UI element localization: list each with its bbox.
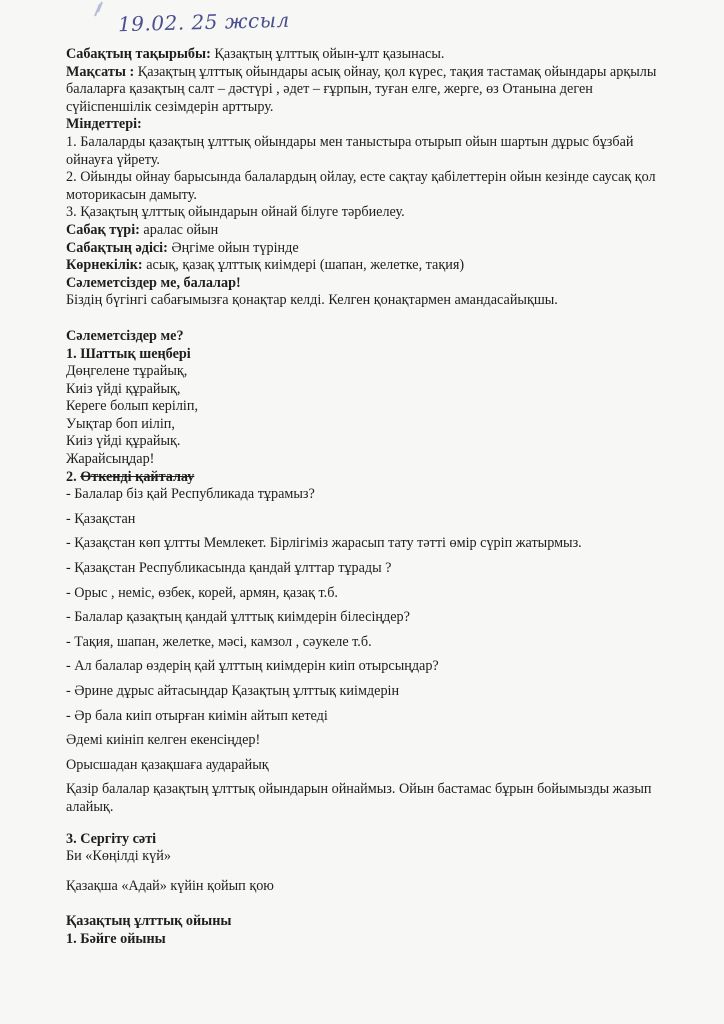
method-value: Әңгіме ойын түрінде <box>167 239 299 256</box>
dialogue-line: - Әр бала киіп отырған киімін айтып кетеді <box>66 707 328 724</box>
lesson-content <box>66 46 676 949</box>
greeting-section-title: Сәлеметсіздер ме? <box>66 327 184 344</box>
visual-line <box>66 257 676 275</box>
dialogue-line: - Әрине дұрыс айтасыңдар Қазақтың ұлттық киімдерін <box>66 683 400 699</box>
poem-line: Уықтар боп иіліп, <box>66 415 175 432</box>
dialogue-line: - Тақия, шапан, желетке, мәсі, камзол , сәукеле т.б. <box>66 633 372 650</box>
type-label: Сабақ түрі: <box>66 221 140 238</box>
warmup-title: 3. Сергіту сәті <box>66 830 157 847</box>
greeting-heading: Сәлеметсіздер ме, балалар! <box>66 274 241 291</box>
type-value: аралас ойын <box>139 221 219 238</box>
method-line <box>66 240 676 258</box>
dialogue-line: - Қазақстан <box>66 510 136 527</box>
poem-line: Жарайсыңдар! <box>66 451 155 468</box>
handwritten-date: 19.02. 25 жсыл <box>117 7 291 37</box>
goal-label: Мақсаты : <box>66 63 135 80</box>
topic-line <box>66 46 676 64</box>
music-line: Қазақша «Адай» күйін қойып қою <box>66 877 274 894</box>
tasks-label: Міндеттері: <box>66 116 142 133</box>
game-item: 1. Бәйге ойыны <box>66 930 166 947</box>
poem-line: Киіз үйді құрайық. <box>66 433 181 450</box>
dialogue-line: - Орыс , неміс, өзбек, корей, армян, қазақ т.б. <box>66 584 338 601</box>
task-item: 1. Балаларды қазақтың ұлттық ойындары мен таныстыра отырып ойын шартын дұрыс бұзбай ойнауға үйрету. <box>66 133 634 168</box>
dialogue-line: - Ал балалар өздерің қай ұлттың киімдерін киіп отырсыңдар? <box>66 658 439 675</box>
dialogue-line: - Балалар біз қай Республикада тұрамыз? <box>66 486 315 503</box>
task-item: 2. Ойынды ойнау барысында балалардың ойлау, есте сақтау қабілеттерін ойын кезінде саусақ қол моторикасын дамыту. <box>66 169 656 203</box>
visual-label: Көрнекілік: <box>66 257 143 274</box>
praise-line: Әдемі киініп келген екенсіңдер! <box>66 732 261 749</box>
pen-stroke-mark <box>40 0 110 50</box>
game-section-title: Қазақтың ұлттық ойыны <box>66 913 232 930</box>
poem-line: Кереге болып керіліп, <box>66 398 198 415</box>
greeting-text: Біздің бүгінгі сабағымызға қонақтар келді. Келген қонақтармен амандасайықшы. <box>66 292 558 309</box>
dialogue-line: - Қазақстан Республикасында қандай ұлттар тұрады ? <box>66 560 392 577</box>
visual-value: асық, қазақ ұлттық киімдері (шапан, желетке, тақия) <box>142 257 465 274</box>
goal-value: Қазақтың ұлттық ойындары асық ойнау, қол күрес, тақия тастамақ ойындары арқылы балаларға қазақтың салт – дәстүрі , әдет – ғұрпын, туған елге, жерге, өз Отанына деген сүйіспеншілік сезімдерін арттыру. <box>66 63 657 115</box>
goal-line <box>66 64 676 117</box>
review-title-struck: Өткенді қайталау <box>80 468 195 485</box>
dialogue-line: - Балалар қазақтың қандай ұлттық киімдерін білесіңдер? <box>66 609 410 626</box>
circle-title: 1. Шаттық шеңбері <box>66 345 191 362</box>
poem-line: Дөңгелене тұрайық, <box>66 363 188 380</box>
dialogue-line: - Қазақстан көп ұлтты Мемлекет. Бірлігіміз жарасып тату тәтті өмір сүріп жатырмыз. <box>66 535 582 552</box>
type-line <box>66 222 676 240</box>
review-title <box>66 469 676 487</box>
topic-label: Сабақтың тақырыбы: <box>66 46 211 62</box>
stretch-line: Қазір балалар қазақтың ұлттық ойындарын ойнаймыз. Ойын бастамас бұрын бойымызды жазып алайық. <box>66 781 652 815</box>
method-label: Сабақтың әдісі: <box>66 239 168 256</box>
dance-line: Би «Көңілді күй» <box>66 848 171 865</box>
review-title-prefix: 2. <box>66 468 81 485</box>
translate-line: Орысшадан қазақшаға аударайық <box>66 756 269 773</box>
task-item: 3. Қазақтың ұлттық ойындарын ойнай білуге тәрбиелеу. <box>66 204 405 221</box>
poem-line: Киіз үйді құрайық, <box>66 380 181 397</box>
topic-value: Қазақтың ұлттық ойын-ұлт қазынасы. <box>210 46 445 62</box>
